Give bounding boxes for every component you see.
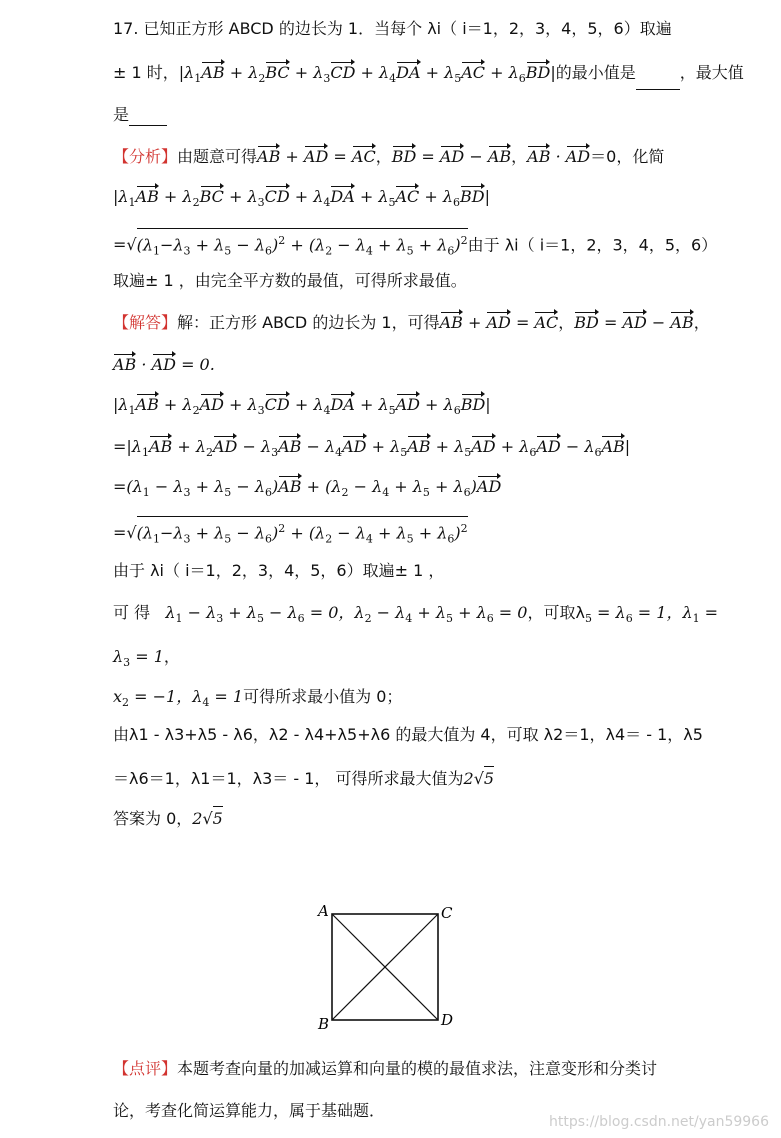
solution-line-13: 答案为 0，2√5 <box>113 806 741 830</box>
analysis-text-3: 由于 λi（ i＝1，2，3，4，5，6） <box>467 235 718 255</box>
comment-text-2: 论，考查化简运算能力，属于基础题． <box>113 1101 386 1120</box>
solution-line-6: $=√(\lambda_1-\lambda_3 + \lambda_5 - \lambda_6)^2 + (\lambda_2 - \lambda_4 + \lambda_5 + \lambda_6)^2$ <box>113 516 741 551</box>
vertex-label-c: C <box>441 904 453 922</box>
vertex-label-a: A <box>318 902 329 920</box>
comment-line-1 <box>113 1058 741 1080</box>
solution-text-1: 解：正方形 ABCD 的边长为 1，可得 <box>177 313 440 332</box>
solution-line-3: $|\lambda_1AB + \lambda_2AD + \lambda_3CD + \lambda_4DA + \lambda_5AD + \lambda_6BD|$ <box>113 395 491 418</box>
solution-text-7: 由于 λi（ i＝1，2，3，4，5，6）取遍± 1 ， <box>113 561 445 580</box>
comment-tag: 【点评】 <box>113 1059 178 1078</box>
analysis-line-3 <box>113 228 741 263</box>
problem-line-2 <box>113 62 744 90</box>
problem-text-2b: |的最小值是 <box>550 63 636 82</box>
solution-line-8: 可 得 $\lambda_1 - \lambda_3 + \lambda_5 - \lambda_6 = 0$，$\lambda_2 - \lambda_4 + \lambda_5 + \lambda_6 = 0$，可取$\lambda_5 = \lambda_6 = 1$，$\lambda_1$ = <box>113 603 719 626</box>
square-figure <box>310 898 470 1038</box>
problem-line-1 <box>113 18 741 40</box>
watermark: https://blog.csdn.net/yan59966 <box>548 1114 769 1130</box>
solution-text-12: ＝λ6＝1，λ1＝1，λ3＝ - 1， 可得所求最大值为 <box>113 769 464 788</box>
solution-line-5: $=(\lambda_1 - \lambda_3 + \lambda_5 - \lambda_6)AB + (\lambda_2 - \lambda_4 + \lambda_5 + \lambda_6)AD$ <box>113 477 502 500</box>
problem-text-2c: ，最大值 <box>679 63 744 82</box>
solution-line-1: 【解答】解：正方形 ABCD 的边长为 1，可得AB + AD = AC，BD = AD − AB， <box>113 313 710 332</box>
solution-text-11: 由λ1 - λ3+λ5 - λ6，λ2 - λ4+λ5+λ6 的最大值为 4，可取 λ2＝1，λ4＝ - 1，λ5 <box>113 725 703 744</box>
solution-tag: 【解答】 <box>113 313 178 332</box>
solution-line-10: $x_2 = -1$，$\lambda_4 = 1$可得所求最小值为 0； <box>113 687 403 710</box>
problem-line-3 <box>113 104 741 126</box>
problem-expression: $|\lambda_1AB + \lambda_2BC + \lambda_3CD + \lambda_4DA + \lambda_5AC + \lambda_6BD$ <box>178 63 551 86</box>
solution-line-11 <box>113 724 741 746</box>
analysis-sqrt-expression: $=√(\lambda_1-\lambda_3 + \lambda_5 - \lambda_6)^2 + (\lambda_2 - \lambda_4 + \lambda_5 + \lambda_6)^2$ <box>113 235 468 254</box>
comment-text-1: 本题考查向量的加减运算和向量的模的最值求法，注意变形和分类讨 <box>177 1059 658 1078</box>
solution-line-4: $=|\lambda_1AB + \lambda_2AD - \lambda_3AB - \lambda_4AD + \lambda_5AB + \lambda_5AD + \lambda_6AD - \lambda_6AB|$ <box>113 437 631 460</box>
analysis-line-4 <box>113 270 741 292</box>
analysis-line-1: 【分析】由题意可得AB + AD = AC，BD = AD − AB，AB · AD＝0，化简 <box>113 147 665 166</box>
solution-text-8a: 可 得 <box>113 603 151 622</box>
analysis-text-1-end: ＝0，化简 <box>590 147 665 166</box>
solution-line-7 <box>113 560 741 582</box>
analysis-text-4: 取遍± 1 ，由完全平方数的最值，可得所求最值。 <box>113 271 467 290</box>
analysis-line-2 <box>113 186 741 214</box>
vertex-label-b: B <box>318 1015 330 1033</box>
analysis-text-1: 由题意可得 <box>177 147 258 166</box>
solution-line-12: ＝λ6＝1，λ1＝1，λ3＝ - 1， 可得所求最大值为2√5 <box>113 766 741 790</box>
solution-text-10: 可得所求最小值为 0； <box>243 687 403 706</box>
solution-text-13: 答案为 0， <box>113 809 193 828</box>
analysis-expression: $|\lambda_1AB + \lambda_2BC + \lambda_3CD + \lambda_4DA + \lambda_5AC + \lambda_6BD|$ <box>113 187 490 210</box>
answer-blank-max <box>129 109 167 126</box>
analysis-tag: 【分析】 <box>113 147 178 166</box>
problem-text-2a: ± 1 时， <box>113 63 179 82</box>
solution-line-2: AB · AD = 0. <box>113 355 215 374</box>
answer-blank-min <box>636 73 680 90</box>
problem-text-3: 是 <box>113 105 130 124</box>
vertex-label-d: D <box>441 1011 454 1029</box>
solution-line-9: $\lambda_3 = 1$， <box>113 647 180 670</box>
problem-text-1: 17. 已知正方形 ABCD 的边长为 1．当每个 λi（ i＝1，2，3，4，5，6）取遍 <box>113 19 672 38</box>
